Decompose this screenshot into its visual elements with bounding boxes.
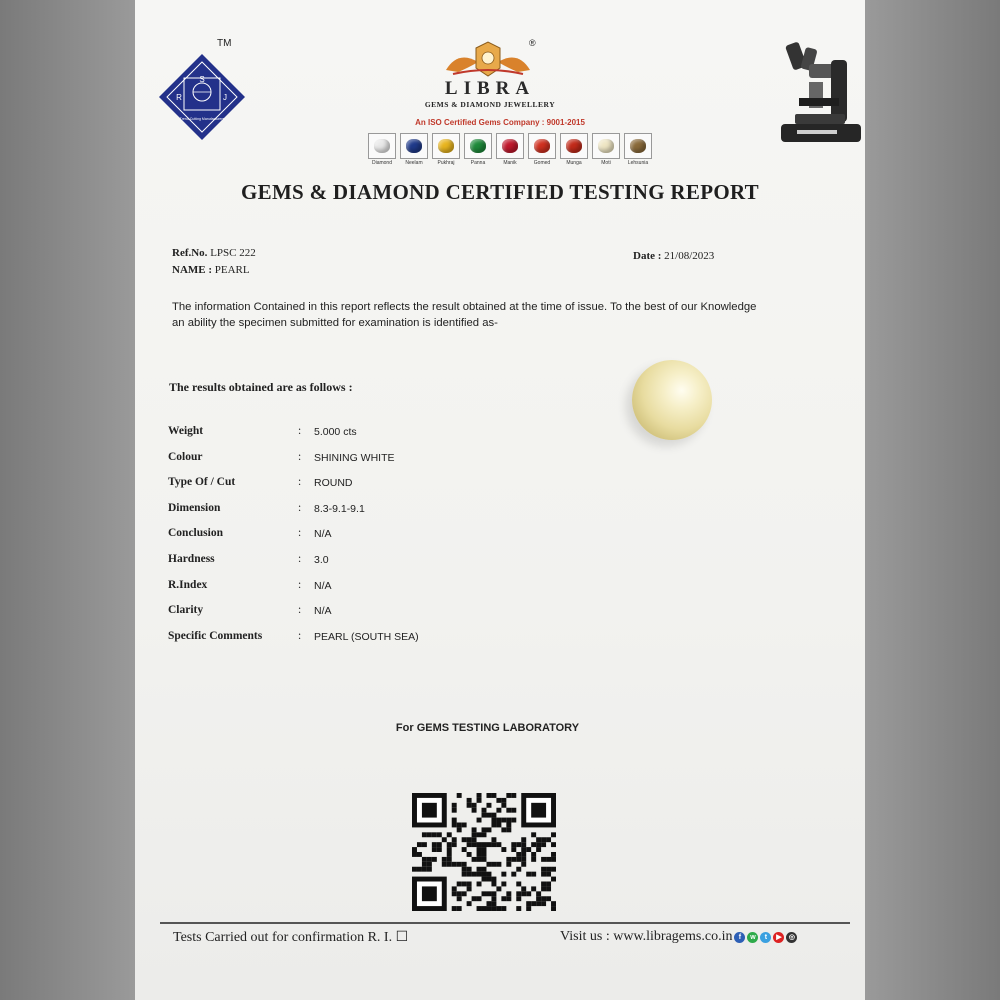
srj-letter-j: J	[223, 93, 227, 102]
result-separator: :	[298, 450, 302, 463]
srj-logo	[157, 52, 247, 142]
result-value: N/A	[314, 528, 332, 541]
result-label: Weight	[168, 425, 204, 437]
result-separator: :	[298, 604, 302, 617]
gem-item	[431, 133, 461, 169]
gem-label: Diamond	[371, 160, 392, 166]
gem-item	[623, 133, 653, 169]
report-intro: The information Contained in this report reflects the result obtained at the time of issue. To the best of our Knowledge an ability the specimen submitted for examination is identified as-	[172, 301, 757, 329]
gem-item	[559, 133, 589, 169]
instagram-icon[interactable]: ◎	[786, 932, 797, 943]
specimen-name	[172, 264, 250, 276]
libra-registered-mark: ®	[529, 38, 536, 48]
result-row	[168, 476, 588, 502]
libra-emblem	[438, 40, 538, 78]
srj-letter-s: S	[199, 75, 205, 84]
gem-item	[591, 133, 621, 169]
ref-number	[172, 247, 256, 259]
srj-letter-r: R	[176, 93, 182, 102]
libra-brand-name: LIBRA	[444, 78, 536, 99]
ref-label: Ref.No.	[172, 247, 208, 259]
gem-swatch-icon	[464, 133, 492, 159]
gem-item	[367, 133, 397, 169]
name-label: NAME :	[172, 264, 213, 276]
results-table	[168, 425, 588, 655]
gem-label: Munga	[566, 160, 582, 166]
social-icons	[734, 932, 797, 943]
gem-label: Moti	[601, 160, 611, 166]
background-right	[865, 0, 1000, 1000]
gem-label: Pukhraj	[437, 160, 455, 166]
result-label: Dimension	[168, 501, 221, 514]
gem-label: Neelam	[405, 160, 423, 166]
result-row	[168, 579, 588, 605]
gem-item	[463, 133, 493, 169]
result-row	[168, 502, 588, 528]
results-heading: The results obtained are as follows :	[169, 380, 353, 394]
srj-caption: Trend-Cutting Manufacturers	[179, 117, 225, 121]
name-value: PEARL	[214, 264, 250, 276]
gem-swatch-icon	[496, 133, 524, 159]
website-text: Visit us : www.libragems.co.in	[560, 929, 733, 944]
facebook-icon[interactable]: f	[734, 932, 745, 943]
result-separator: :	[298, 527, 302, 540]
gem-swatch-icon	[432, 133, 460, 159]
gem-swatch-icon	[528, 133, 556, 159]
result-value: N/A	[314, 579, 332, 592]
result-value: SHINING WHITE	[314, 451, 395, 464]
gem-item	[527, 133, 557, 169]
result-label: R.Index	[168, 578, 208, 591]
result-separator: :	[298, 629, 302, 642]
result-row	[168, 604, 588, 630]
result-separator: :	[298, 425, 302, 437]
result-row	[168, 630, 588, 656]
footer-divider	[160, 922, 850, 924]
footer-confirmation-note: Tests Carried out for confirmation R. I. ☐	[173, 930, 409, 945]
result-label: Colour	[168, 450, 203, 463]
libra-tagline: GEMS & DIAMOND JEWELLERY	[424, 100, 556, 109]
gem-swatch-icon	[624, 133, 652, 159]
result-row	[168, 451, 588, 477]
result-label: Type Of / Cut	[168, 476, 236, 489]
ref-value: LPSC 222	[210, 247, 256, 259]
result-separator: :	[298, 552, 302, 565]
result-row	[168, 425, 588, 451]
gem-strip	[367, 133, 657, 169]
result-row	[168, 553, 588, 579]
gem-item	[495, 133, 525, 169]
pearl-image	[632, 360, 712, 440]
result-separator: :	[298, 578, 302, 591]
certificate-paper	[135, 0, 865, 1000]
result-value: PEARL (SOUTH SEA)	[314, 630, 419, 643]
result-separator: :	[298, 501, 302, 514]
result-separator: :	[298, 476, 302, 489]
qr-code	[412, 793, 556, 911]
result-label: Hardness	[168, 552, 215, 565]
iso-certification-line: An ISO Certified Gems Company : 9001-2015	[415, 118, 585, 127]
gem-swatch-icon	[400, 133, 428, 159]
result-value: 3.0	[314, 553, 329, 566]
date-value: 21/08/2023	[664, 250, 715, 262]
report-date	[633, 250, 714, 262]
footer-website	[560, 929, 797, 945]
gem-label: Panna	[470, 160, 486, 166]
gem-item	[399, 133, 429, 169]
gem-swatch-icon	[592, 133, 620, 159]
result-value: N/A	[314, 605, 332, 618]
result-label: Clarity	[168, 604, 204, 617]
result-label: Specific Comments	[168, 629, 263, 642]
date-label: Date :	[633, 250, 662, 262]
result-row	[168, 527, 588, 553]
result-value: 5.000 cts	[314, 426, 357, 438]
gem-swatch-icon	[560, 133, 588, 159]
youtube-icon[interactable]: ▶	[773, 932, 784, 943]
twitter-icon[interactable]: t	[760, 932, 771, 943]
gem-swatch-icon	[368, 133, 396, 159]
report-title: GEMS & DIAMOND CERTIFIED TESTING REPORT	[241, 180, 759, 204]
result-label: Conclusion	[168, 527, 223, 540]
result-value: 8.3-9.1-9.1	[314, 502, 365, 515]
gem-label: Lehsunia	[627, 160, 649, 166]
gem-label: Gomed	[533, 160, 551, 166]
background-left	[0, 0, 135, 1000]
gem-label: Manik	[503, 160, 517, 166]
microscope-icon	[775, 38, 865, 148]
lab-signature-line: For GEMS TESTING LABORATORY	[395, 722, 580, 734]
srj-trademark: TM	[217, 38, 232, 49]
whatsapp-icon[interactable]: w	[747, 932, 758, 943]
result-value: ROUND	[314, 477, 353, 490]
